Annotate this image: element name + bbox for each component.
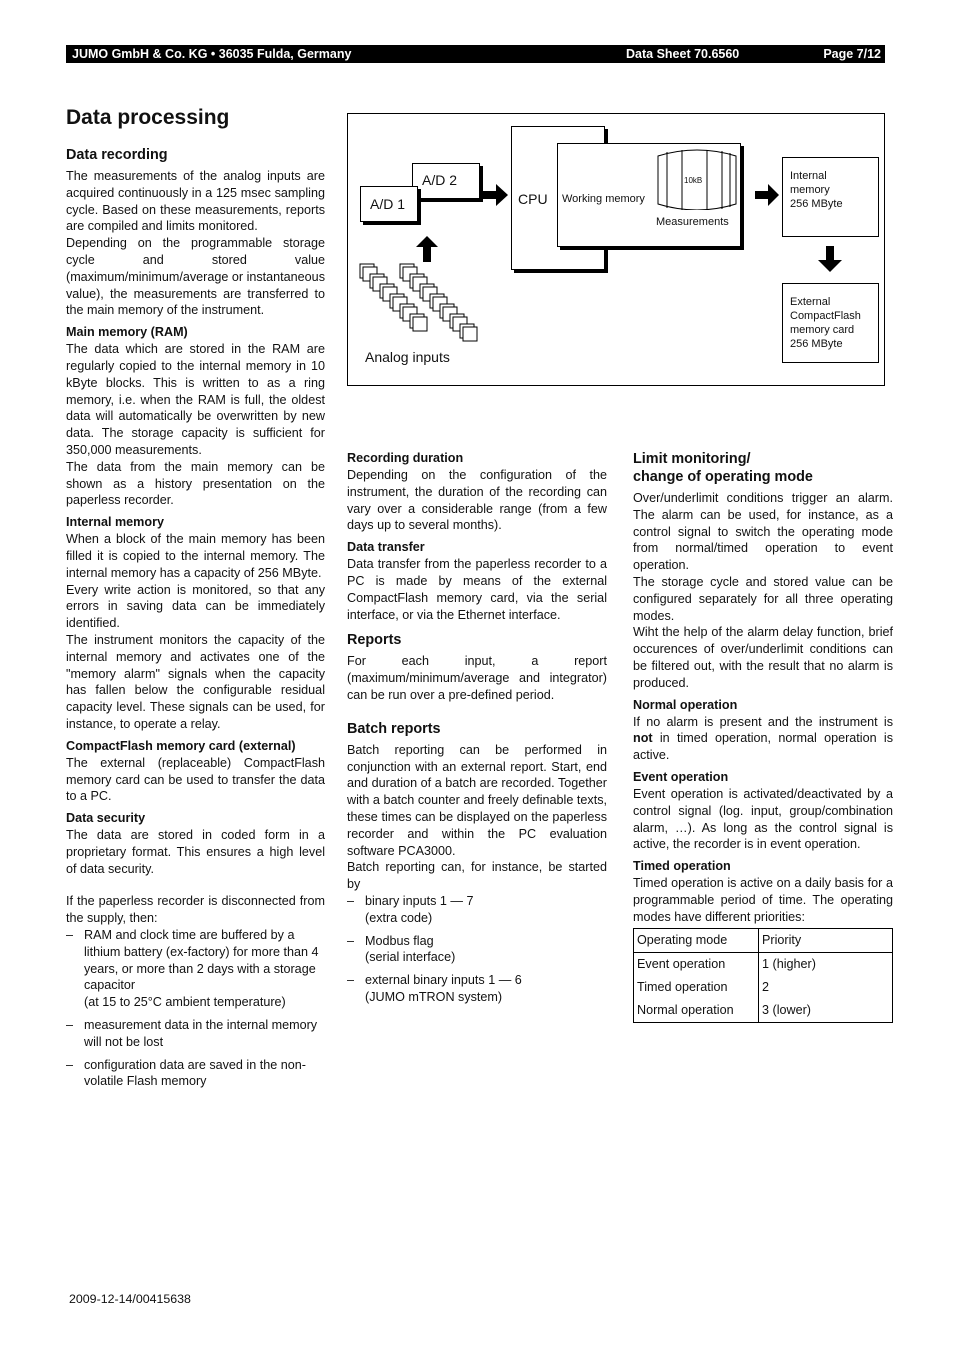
arrow-right-icon xyxy=(482,184,508,206)
paragraph: The data are stored in coded form in a proprietary format. This ensures a high level of data security. xyxy=(66,828,325,876)
paragraph: The data from the main memory can be shown as a history presentation on the paperless recorder. xyxy=(66,459,325,508)
table-cell: 1 (higher) xyxy=(759,952,893,976)
paragraph: If the paperless recorder is disconnected from the supply, then: xyxy=(66,894,325,926)
table-row xyxy=(634,999,893,1023)
paragraph: Depending on the configuration of the instrument, the duration of the recording can vary over a considerable range (from a few days up to several months). xyxy=(347,468,607,533)
heading-recording-duration: Recording duration xyxy=(347,451,464,465)
table-row xyxy=(634,976,893,999)
internal-memory-box: Internal memory 256 MByte xyxy=(782,157,879,237)
list-item: – Modbus flag (serial interface) xyxy=(347,933,607,967)
priority-table xyxy=(633,928,893,1023)
table-cell: 3 (lower) xyxy=(759,999,893,1023)
data-flow-diagram xyxy=(347,113,885,386)
table-cell: Event operation xyxy=(634,952,759,976)
heading-main-memory: Main memory (RAM) xyxy=(66,325,188,340)
heading-change-operating-mode: change of operating mode xyxy=(633,469,813,485)
heading-internal-memory: Internal memory xyxy=(66,515,164,530)
ad1-box: A/D 1 xyxy=(360,186,418,222)
paragraph: Every write action is monitored, so that any errors in saving data can be immediately identified. xyxy=(66,582,325,631)
paragraph: The instrument monitors the capacity of the internal memory and activates one of the "memory alarm" signals when the capacity has fallen below the configurable residual capacity level. These signals can be used, for instance, to operate a relay. xyxy=(66,632,325,731)
paragraph: Wiht the help of the alarm delay function, brief occurences of over/underlimit conditions can be filtered out, with the result that no alarm is produced. xyxy=(633,625,893,690)
heading-normal-operation: Normal operation xyxy=(633,697,738,712)
list-item: – external binary inputs 1 — 6 (JUMO mTRON system) xyxy=(347,972,607,1006)
analog-inputs-icon xyxy=(358,262,486,350)
table-row xyxy=(634,952,893,976)
paragraph: The measurements of the analog inputs are acquired continuously in a 125 msec sampling cycle. Based on these measurements, reports are compiled and limits monitored. xyxy=(66,169,325,234)
disconnect-list xyxy=(66,927,325,1090)
paragraph: If no alarm is present and the instrument is not in timed operation, normal operation is active. xyxy=(633,714,893,763)
heading-reports: Reports xyxy=(347,632,402,649)
table-cell: Timed operation xyxy=(634,976,759,999)
paragraph: Data transfer from the paperless recorder to a PC is made by means of the external CompactFlash memory card, via the serial interface, or via the Ethernet interface. xyxy=(347,557,607,622)
heading-limit-monitoring: Limit monitoring/ xyxy=(633,451,751,467)
table-header-row xyxy=(634,928,893,952)
column-middle xyxy=(347,450,607,1012)
heading-batch-reports: Batch reports xyxy=(347,720,441,737)
paragraph: Event operation is activated/deactivated by a control signal (log. input, group/combination alarm, …). As long as the control signal is active, the recorder is in event operation. xyxy=(633,786,893,852)
table-cell: Normal operation xyxy=(634,999,759,1023)
document-footer-id: 2009-12-14/00415638 xyxy=(69,1292,191,1306)
list-item: – binary inputs 1 — 7 (extra code) xyxy=(347,893,607,927)
column-right xyxy=(633,450,893,1023)
paragraph: Over/underlimit conditions trigger an alarm. The alarm can be used, for instance, as a control signal to switch the operating mode from normal/timed operation to event operation. xyxy=(633,491,893,573)
arrow-down-icon xyxy=(818,246,842,272)
heading-data-security: Data security xyxy=(66,811,146,826)
arrow-up-icon xyxy=(416,236,438,262)
page-title: Data processing xyxy=(66,106,230,129)
header-company: JUMO GmbH & Co. KG • 36035 Fulda, Germany xyxy=(72,47,352,61)
working-memory-box: Working memory 10kB Measurements xyxy=(557,143,741,247)
list-item: – RAM and clock time are buffered by a lithium battery (ex-factory) for more than 4 years, or more than 2 days with a storage capacitor (at 15 to 25°C ambient temperature) xyxy=(66,927,325,1011)
paragraph: Batch reporting can, for instance, be started by xyxy=(347,860,607,892)
paragraph: Depending on the programmable storage cycle and stored value (maximum/minimum/average or instantaneous value), the measurements are transferred to the main memory of the instrument. xyxy=(66,236,325,318)
batch-start-list xyxy=(347,893,607,1006)
heading-compactflash: CompactFlash memory card (external) xyxy=(66,738,296,753)
analog-inputs-label: Analog inputs xyxy=(365,349,450,365)
heading-data-recording: Data recording xyxy=(66,147,168,163)
heading-data-transfer: Data transfer xyxy=(347,540,425,555)
arrow-right-icon xyxy=(755,184,779,206)
table-cell: 2 xyxy=(759,976,893,999)
table-header-cell: Priority xyxy=(759,928,893,952)
header-datasheet: Data Sheet 70.6560 xyxy=(626,47,740,61)
ad2-box: A/D 2 xyxy=(412,163,480,199)
heading-event-operation: Event operation xyxy=(633,769,729,784)
paragraph: Timed operation is active on a daily basis for a programmable period of time. The operating modes have different priorities: xyxy=(633,876,893,924)
heading-timed-operation: Timed operation xyxy=(633,859,731,874)
external-memory-box: External CompactFlash memory card 256 MByte xyxy=(782,283,879,363)
paragraph: The external (replaceable) CompactFlash memory card can be used to transfer the data to a PC. xyxy=(66,755,325,804)
paragraph: The storage cycle and stored value can be configured separately for all three operating modes. xyxy=(633,574,893,623)
table-header-cell: Operating mode xyxy=(634,928,759,952)
header-page-number: Page 7/12 xyxy=(823,47,881,61)
paragraph: For each input, a report (maximum/minimum/average and integrator) can be run over a pre-defined period. xyxy=(347,654,607,702)
paragraph: Batch reporting can be performed in conjunction with an external report. Start, end and duration of a batch are recorded. Together with a batch counter and freely definable texts, these times can be displayed on the paperless recorder and within the PC evaluation software PCA3000. xyxy=(347,742,607,858)
paragraph: When a block of the main memory has been filled it is copied to the internal memory. The internal memory has a capacity of 256 MByte. xyxy=(66,532,325,580)
list-item: – measurement data in the internal memory will not be lost xyxy=(66,1017,325,1051)
list-item: – configuration data are saved in the non-volatile Flash memory xyxy=(66,1057,325,1091)
column-left xyxy=(66,105,325,1096)
page-header xyxy=(66,45,885,63)
cpu-box: CPU xyxy=(511,126,605,270)
paragraph: The data which are stored in the RAM are regularly copied to the internal memory in 10 kByte blocks. This is written to as a ring memory, i.e. when the RAM is full, the oldest data will automatically be overwritten by new data. The storage capacity is sufficient for 350,000 measurements. xyxy=(66,342,325,457)
